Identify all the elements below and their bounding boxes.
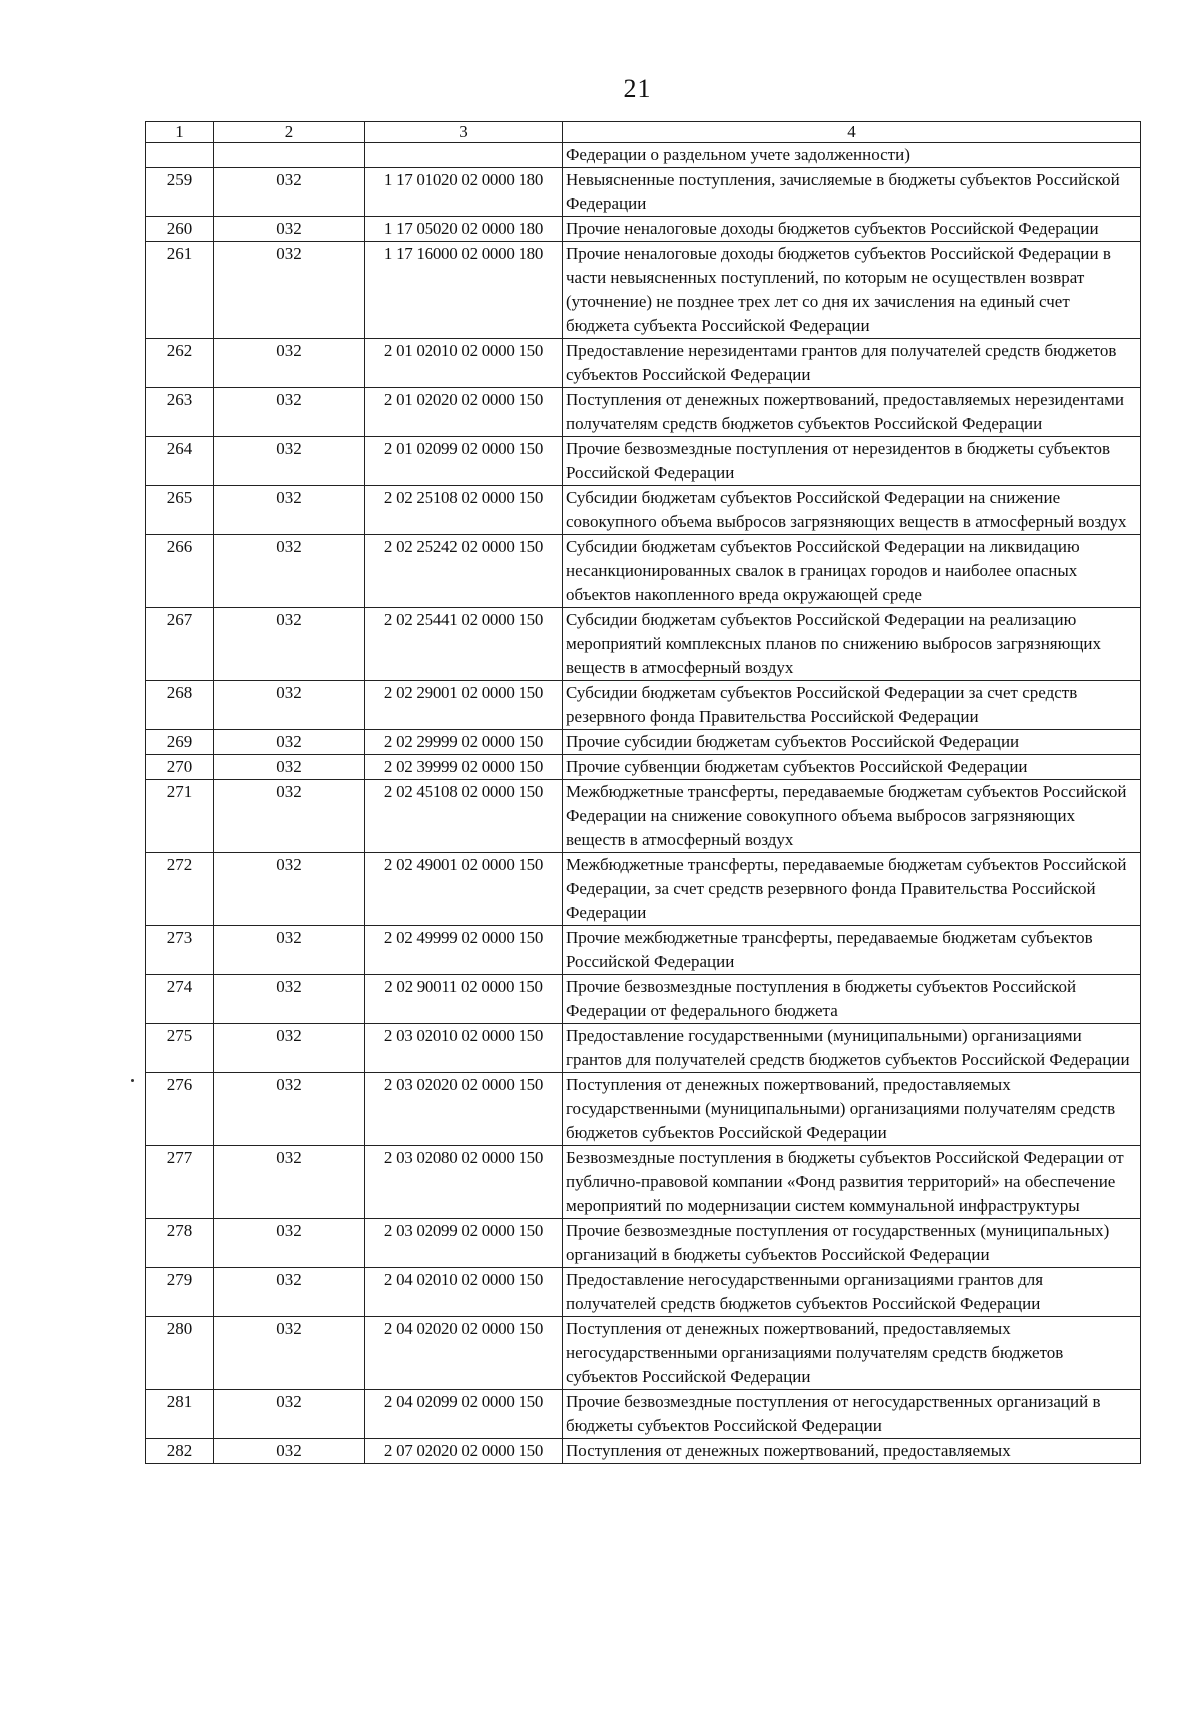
income-description: Поступления от денежных пожертвований, предоставляемых государственными (муниципальными) организациями получателям средств бюджетов субъектов Российской Федерации xyxy=(563,1073,1141,1146)
budget-classification-code: 2 01 02020 02 0000 150 xyxy=(365,388,563,437)
column-header: 3 xyxy=(365,122,563,143)
income-description: Субсидии бюджетам субъектов Российской Федерации на реализацию мероприятий комплексных планов по снижению выбросов загрязняющих веществ в атмосферный воздух xyxy=(563,608,1141,681)
row-number: 261 xyxy=(146,242,214,339)
admin-code: 032 xyxy=(214,1439,365,1464)
admin-code: 032 xyxy=(214,242,365,339)
table-row xyxy=(146,1146,1141,1219)
row-number: 277 xyxy=(146,1146,214,1219)
admin-code: 032 xyxy=(214,780,365,853)
revenue-codes-table xyxy=(145,121,1141,1464)
income-description: Безвозмездные поступления в бюджеты субъектов Российской Федерации от публично-правовой компании «Фонд развития территорий» на обеспечение мероприятий по модернизации систем коммунальной инфраструктуры xyxy=(563,1146,1141,1219)
table-row xyxy=(146,681,1141,730)
row-number: 266 xyxy=(146,535,214,608)
table-row xyxy=(146,486,1141,535)
table-row xyxy=(146,242,1141,339)
row-number: 263 xyxy=(146,388,214,437)
income-description: Прочие безвозмездные поступления от нерезидентов в бюджеты субъектов Российской Федерации xyxy=(563,437,1141,486)
income-description: Межбюджетные трансферты, передаваемые бюджетам субъектов Российской Федерации, за счет средств резервного фонда Правительства Российской Федерации xyxy=(563,853,1141,926)
admin-code: 032 xyxy=(214,681,365,730)
table-row xyxy=(146,168,1141,217)
admin-code: 032 xyxy=(214,486,365,535)
budget-classification-code: 2 02 29001 02 0000 150 xyxy=(365,681,563,730)
table-header-row xyxy=(146,122,1141,143)
table-row xyxy=(146,535,1141,608)
admin-code: 032 xyxy=(214,535,365,608)
budget-classification-code: 2 04 02099 02 0000 150 xyxy=(365,1390,563,1439)
table-row xyxy=(146,975,1141,1024)
row-number: 275 xyxy=(146,1024,214,1073)
table-row xyxy=(146,437,1141,486)
table-row xyxy=(146,1268,1141,1317)
budget-classification-code: 1 17 01020 02 0000 180 xyxy=(365,168,563,217)
income-description: Невыясненные поступления, зачисляемые в бюджеты субъектов Российской Федерации xyxy=(563,168,1141,217)
budget-classification-code: 2 02 25108 02 0000 150 xyxy=(365,486,563,535)
income-description: Прочие безвозмездные поступления в бюджеты субъектов Российской Федерации от федерального бюджета xyxy=(563,975,1141,1024)
budget-classification-code: 2 01 02099 02 0000 150 xyxy=(365,437,563,486)
budget-classification-code: 2 02 49999 02 0000 150 xyxy=(365,926,563,975)
table-row xyxy=(146,1317,1141,1390)
income-description: Прочие субвенции бюджетам субъектов Российской Федерации xyxy=(563,755,1141,780)
row-number: 272 xyxy=(146,853,214,926)
income-description: Прочие межбюджетные трансферты, передаваемые бюджетам субъектов Российской Федерации xyxy=(563,926,1141,975)
column-header: 1 xyxy=(146,122,214,143)
income-description: Предоставление государственными (муниципальными) организациями грантов для получателей средств бюджетов субъектов Российской Федерации xyxy=(563,1024,1141,1073)
budget-classification-code: 2 02 49001 02 0000 150 xyxy=(365,853,563,926)
table-body xyxy=(146,143,1141,1464)
budget-classification-code: 2 03 02010 02 0000 150 xyxy=(365,1024,563,1073)
admin-code: 032 xyxy=(214,755,365,780)
admin-code: 032 xyxy=(214,853,365,926)
table-row xyxy=(146,926,1141,975)
admin-code: 032 xyxy=(214,1024,365,1073)
row-number: 262 xyxy=(146,339,214,388)
budget-classification-code xyxy=(365,143,563,168)
row-number: 278 xyxy=(146,1219,214,1268)
income-description: Прочие безвозмездные поступления от негосударственных организаций в бюджеты субъектов Российской Федерации xyxy=(563,1390,1141,1439)
table-row xyxy=(146,143,1141,168)
scan-dot xyxy=(131,1079,134,1082)
admin-code: 032 xyxy=(214,217,365,242)
budget-classification-code: 2 04 02010 02 0000 150 xyxy=(365,1268,563,1317)
table-row xyxy=(146,1439,1141,1464)
admin-code: 032 xyxy=(214,339,365,388)
row-number: 271 xyxy=(146,780,214,853)
row-number: 267 xyxy=(146,608,214,681)
row-number: 270 xyxy=(146,755,214,780)
table-row xyxy=(146,730,1141,755)
admin-code: 032 xyxy=(214,926,365,975)
budget-classification-code: 2 02 25242 02 0000 150 xyxy=(365,535,563,608)
admin-code: 032 xyxy=(214,730,365,755)
budget-classification-code: 2 02 29999 02 0000 150 xyxy=(365,730,563,755)
income-description: Поступления от денежных пожертвований, предоставляемых негосударственными организациями получателям средств бюджетов субъектов Российской Федерации xyxy=(563,1317,1141,1390)
table-row xyxy=(146,1390,1141,1439)
income-description: Предоставление нерезидентами грантов для получателей средств бюджетов субъектов Российской Федерации xyxy=(563,339,1141,388)
income-description: Субсидии бюджетам субъектов Российской Федерации за счет средств резервного фонда Правительства Российской Федерации xyxy=(563,681,1141,730)
row-number: 281 xyxy=(146,1390,214,1439)
table-row xyxy=(146,1073,1141,1146)
budget-classification-code: 2 02 39999 02 0000 150 xyxy=(365,755,563,780)
row-number xyxy=(146,143,214,168)
table-row xyxy=(146,853,1141,926)
table-row xyxy=(146,608,1141,681)
table-row xyxy=(146,339,1141,388)
row-number: 273 xyxy=(146,926,214,975)
budget-classification-code: 2 07 02020 02 0000 150 xyxy=(365,1439,563,1464)
income-description: Поступления от денежных пожертвований, предоставляемых xyxy=(563,1439,1141,1464)
budget-classification-code: 2 01 02010 02 0000 150 xyxy=(365,339,563,388)
row-number: 276 xyxy=(146,1073,214,1146)
row-number: 260 xyxy=(146,217,214,242)
row-number: 268 xyxy=(146,681,214,730)
admin-code: 032 xyxy=(214,1390,365,1439)
budget-classification-code: 2 04 02020 02 0000 150 xyxy=(365,1317,563,1390)
row-number: 264 xyxy=(146,437,214,486)
admin-code: 032 xyxy=(214,1219,365,1268)
admin-code: 032 xyxy=(214,388,365,437)
table-row xyxy=(146,217,1141,242)
admin-code xyxy=(214,143,365,168)
budget-classification-code: 2 03 02020 02 0000 150 xyxy=(365,1073,563,1146)
row-number: 274 xyxy=(146,975,214,1024)
page-number: 21 xyxy=(623,74,652,103)
income-description: Поступления от денежных пожертвований, предоставляемых нерезидентами получателям средств бюджетов субъектов Российской Федерации xyxy=(563,388,1141,437)
admin-code: 032 xyxy=(214,437,365,486)
income-description: Предоставление негосударственными организациями грантов для получателей средств бюджетов субъектов Российской Федерации xyxy=(563,1268,1141,1317)
column-header: 4 xyxy=(563,122,1141,143)
income-description: Прочие неналоговые доходы бюджетов субъектов Российской Федерации в части невыясненных поступлений, по которым не осуществлен возврат (уточнение) не позднее трех лет со дня их зачисления на единый счет бюджета субъекта Российской Федерации xyxy=(563,242,1141,339)
budget-classification-code: 2 02 90011 02 0000 150 xyxy=(365,975,563,1024)
table-row xyxy=(146,388,1141,437)
income-description: Субсидии бюджетам субъектов Российской Федерации на ликвидацию несанкционированных свалок в границах городов и наиболее опасных объектов накопленного вреда окружающей среде xyxy=(563,535,1141,608)
table-row xyxy=(146,1219,1141,1268)
budget-classification-code: 2 03 02080 02 0000 150 xyxy=(365,1146,563,1219)
income-description: Федерации о раздельном учете задолженности) xyxy=(563,143,1141,168)
budget-classification-code: 2 02 45108 02 0000 150 xyxy=(365,780,563,853)
budget-classification-code: 1 17 05020 02 0000 180 xyxy=(365,217,563,242)
admin-code: 032 xyxy=(214,1268,365,1317)
table-row xyxy=(146,1024,1141,1073)
row-number: 259 xyxy=(146,168,214,217)
row-number: 280 xyxy=(146,1317,214,1390)
column-header: 2 xyxy=(214,122,365,143)
row-number: 279 xyxy=(146,1268,214,1317)
income-description: Прочие неналоговые доходы бюджетов субъектов Российской Федерации xyxy=(563,217,1141,242)
table-row xyxy=(146,755,1141,780)
row-number: 282 xyxy=(146,1439,214,1464)
budget-classification-code: 2 03 02099 02 0000 150 xyxy=(365,1219,563,1268)
income-description: Межбюджетные трансферты, передаваемые бюджетам субъектов Российской Федерации на снижение совокупного объема выбросов загрязняющих веществ в атмосферный воздух xyxy=(563,780,1141,853)
admin-code: 032 xyxy=(214,1146,365,1219)
table-row xyxy=(146,780,1141,853)
income-description: Субсидии бюджетам субъектов Российской Федерации на снижение совокупного объема выбросов загрязняющих веществ в атмосферный воздух xyxy=(563,486,1141,535)
admin-code: 032 xyxy=(214,1073,365,1146)
budget-classification-code: 1 17 16000 02 0000 180 xyxy=(365,242,563,339)
admin-code: 032 xyxy=(214,975,365,1024)
admin-code: 032 xyxy=(214,168,365,217)
budget-classification-code: 2 02 25441 02 0000 150 xyxy=(365,608,563,681)
income-description: Прочие субсидии бюджетам субъектов Российской Федерации xyxy=(563,730,1141,755)
admin-code: 032 xyxy=(214,608,365,681)
income-description: Прочие безвозмездные поступления от государственных (муниципальных) организаций в бюджеты субъектов Российской Федерации xyxy=(563,1219,1141,1268)
row-number: 269 xyxy=(146,730,214,755)
row-number: 265 xyxy=(146,486,214,535)
admin-code: 032 xyxy=(214,1317,365,1390)
